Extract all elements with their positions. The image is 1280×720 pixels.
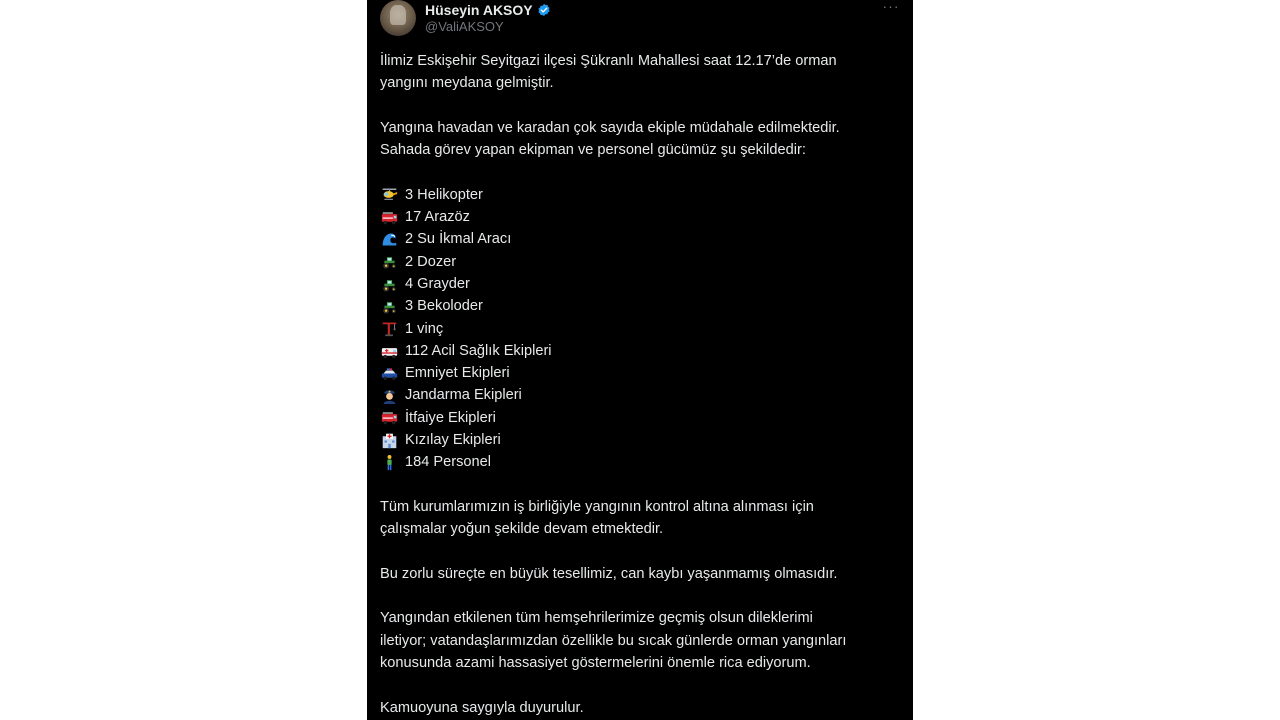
tweet-header xyxy=(380,0,905,40)
list-item xyxy=(380,206,905,228)
resource-label: 17 Arazöz xyxy=(405,209,470,226)
resource-label: 112 Acil Sağlık Ekipleri xyxy=(405,342,552,359)
resource-label: İtfaiye Ekipleri xyxy=(405,409,496,426)
list-item xyxy=(380,295,905,317)
name-row xyxy=(425,1,551,19)
avatar[interactable] xyxy=(380,0,416,36)
list-item xyxy=(380,228,905,250)
consolation-paragraph xyxy=(380,563,905,585)
resource-label: Emniyet Ekipleri xyxy=(405,365,510,382)
resource-label: 2 Su İkmal Aracı xyxy=(405,231,512,248)
text-line: Yangından etkilenen tüm hemşehrilerimize geçmiş olsun dileklerimi xyxy=(380,610,813,627)
list-item xyxy=(380,362,905,384)
fire-engine-icon xyxy=(380,208,399,227)
tweet-card xyxy=(367,0,913,720)
cooperation-paragraph xyxy=(380,496,905,541)
police-officer-icon xyxy=(380,386,399,405)
tractor-icon xyxy=(380,275,399,294)
text-line: Kamuoyuna saygıyla duyurulur. xyxy=(380,699,584,716)
text-line: çalışmalar yoğun şekilde devam etmektedir. xyxy=(380,521,664,538)
resource-label: Jandarma Ekipleri xyxy=(405,387,522,404)
resource-list xyxy=(380,184,905,474)
hospital-icon xyxy=(380,431,399,450)
tractor-icon xyxy=(380,252,399,271)
verified-badge-icon xyxy=(537,3,551,17)
text-line: yangını meydana gelmiştir. xyxy=(380,75,554,92)
resource-label: 1 vinç xyxy=(405,320,444,337)
list-item xyxy=(380,184,905,206)
more-options-button[interactable]: ··· xyxy=(882,0,900,14)
intro-paragraph xyxy=(380,50,905,95)
resource-label: 3 Bekoloder xyxy=(405,298,483,315)
response-paragraph xyxy=(380,117,905,162)
resource-label: 3 Helikopter xyxy=(405,186,483,203)
tractor-icon xyxy=(380,297,399,316)
tweet-text xyxy=(380,50,905,720)
text-line: Yangına havadan ve karadan çok sayıda ekiple müdahale edilmektedir. xyxy=(380,119,840,136)
water-wave-icon xyxy=(380,230,399,249)
list-item xyxy=(380,340,905,362)
helicopter-icon xyxy=(380,185,399,204)
list-item xyxy=(380,318,905,340)
text-line: iletiyor; vatandaşlarımızdan özellikle bu sıcak günlerde orman yangınları xyxy=(380,632,847,649)
author-display-name[interactable]: Hüseyin AKSOY xyxy=(425,2,533,18)
text-line: Bu zorlu süreçte en büyük tesellimiz, can kaybı yaşanmamış olmasıdır. xyxy=(380,565,838,582)
list-item xyxy=(380,273,905,295)
crane-icon xyxy=(380,319,399,338)
wishes-paragraph xyxy=(380,607,905,674)
list-item xyxy=(380,451,905,473)
author-handle[interactable]: @ValiAKSOY xyxy=(425,19,504,34)
list-item xyxy=(380,251,905,273)
text-line: Sahada görev yapan ekipman ve personel gücümüz şu şekildedir: xyxy=(380,142,806,159)
list-item xyxy=(380,429,905,451)
resource-label: 2 Dozer xyxy=(405,253,457,270)
text-line: Tüm kurumlarımızın iş birliğiyle yangının kontrol altına alınması için xyxy=(380,498,814,515)
resource-label: Kızılay Ekipleri xyxy=(405,432,501,449)
person-standing-icon xyxy=(380,453,399,472)
list-item xyxy=(380,384,905,406)
resource-label: 4 Grayder xyxy=(405,275,470,292)
closing-paragraph xyxy=(380,697,905,719)
text-line: konusunda azami hassasiyet göstermelerini önemle rica ediyorum. xyxy=(380,655,811,672)
ambulance-icon xyxy=(380,342,399,361)
resource-label: 184 Personel xyxy=(405,454,492,471)
text-line: İlimiz Eskişehir Seyitgazi ilçesi Şükranlı Mahallesi saat 12.17’de orman xyxy=(380,53,837,69)
police-car-icon xyxy=(380,364,399,383)
fire-engine-icon xyxy=(380,408,399,427)
list-item xyxy=(380,407,905,429)
